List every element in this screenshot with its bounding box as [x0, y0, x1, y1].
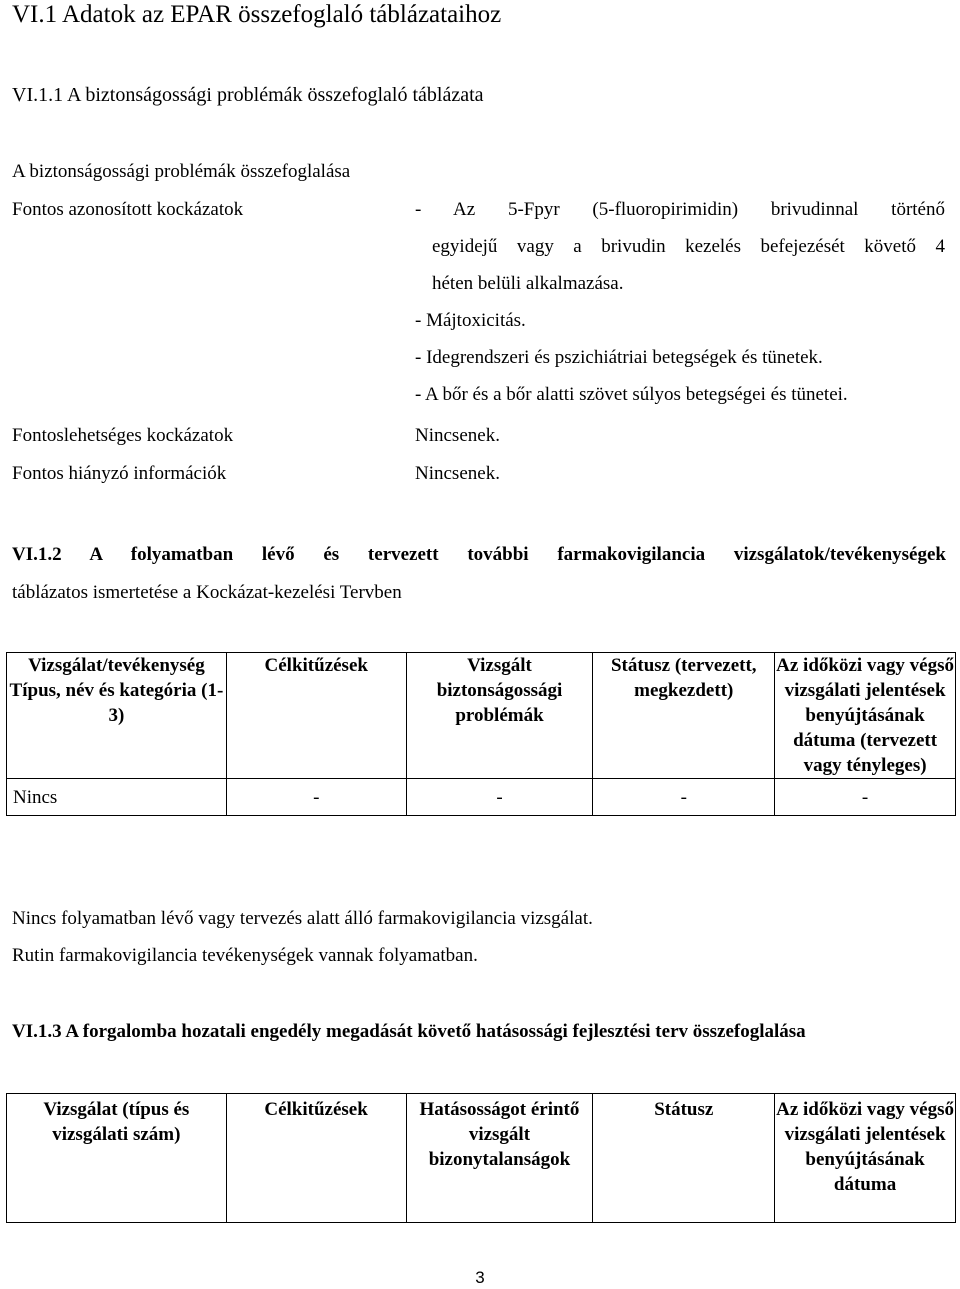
table-cell: Nincs — [7, 779, 227, 816]
table-cell: - — [406, 779, 593, 816]
table-cell: - — [775, 779, 956, 816]
missing-info-value: Nincsenek. — [415, 463, 500, 484]
column-header: Célkitűzések — [226, 1094, 406, 1223]
column-header: Vizsgált biztonságossági problémák — [406, 653, 593, 779]
column-header: Az időközi vagy végső vizsgálati jelentések benyújtásának dátuma (tervezett vagy tényleges) — [775, 653, 956, 779]
column-header: Az időközi vagy végső vizsgálati jelentések benyújtásának dátuma — [775, 1094, 956, 1223]
section-2-heading-line-1: VI.1.2 A folyamatban lévő és tervezett további farmakovigilancia vizsgálatok/tevékenységek — [12, 544, 946, 565]
safety-summary-title: A biztonságossági problémák összefoglalása — [12, 161, 351, 182]
column-header: Státusz — [593, 1094, 775, 1223]
section-1-heading: VI.1.1 A biztonságossági problémák összefoglaló táblázata — [12, 84, 484, 106]
efficacy-plan-table — [6, 1093, 956, 1223]
risk-line: - Májtoxicitás. — [415, 310, 526, 331]
section-2-heading — [12, 536, 946, 612]
risk-line: egyidejű vagy a brivudin kezelés befejezését követő 4 — [432, 236, 945, 257]
potential-risks-value: Nincsenek. — [415, 425, 500, 446]
missing-info-label: Fontos hiányzó információk — [12, 463, 227, 484]
risk-line: héten belüli alkalmazása. — [432, 273, 624, 294]
table-header-row — [7, 1094, 956, 1223]
risk-line: - Idegrendszeri és pszichiátriai betegségek és tünetek. — [415, 347, 823, 368]
pharmacovigilance-table — [6, 652, 956, 816]
table-cell: - — [593, 779, 775, 816]
section-3-heading: VI.1.3 A forgalomba hozatali engedély megadását követő hatásossági fejlesztési terv összefoglalása — [12, 1021, 806, 1042]
risk-line: - A bőr és a bőr alatti szövet súlyos betegségei és tünetei. — [415, 384, 848, 405]
column-header: Vizsgálat/tevékenység Típus, név és kategória (1-3) — [7, 653, 227, 779]
column-header: Vizsgálat (típus és vizsgálati szám) — [7, 1094, 227, 1223]
note-no-studies: Nincs folyamatban lévő vagy tervezés alatt álló farmakovigilancia vizsgálat. — [12, 908, 593, 929]
note-routine-activities: Rutin farmakovigilancia tevékenységek vannak folyamatban. — [12, 945, 478, 966]
column-header: Hatásosságot érintő vizsgált bizonytalanságok — [406, 1094, 593, 1223]
identified-risks-label: Fontos azonosított kockázatok — [12, 199, 244, 220]
table-cell: - — [226, 779, 406, 816]
identified-risks-list — [415, 191, 945, 413]
risk-line: - Az 5-Fpyr (5-fluoropirimidin) brivudinnal történő — [415, 199, 945, 220]
page-number: 3 — [475, 1268, 485, 1287]
column-header: Státusz (tervezett, megkezdett) — [593, 653, 775, 779]
potential-risks-label: Fontoslehetséges kockázatok — [12, 425, 234, 446]
column-header: Célkitűzések — [226, 653, 406, 779]
main-heading: VI.1 Adatok az EPAR összefoglaló táblázataihoz — [12, 1, 502, 28]
table-header-row — [7, 653, 956, 779]
section-2-heading-line-2: táblázatos ismertetése a Kockázat-kezelési Tervben — [12, 582, 402, 603]
table-row — [7, 779, 956, 816]
